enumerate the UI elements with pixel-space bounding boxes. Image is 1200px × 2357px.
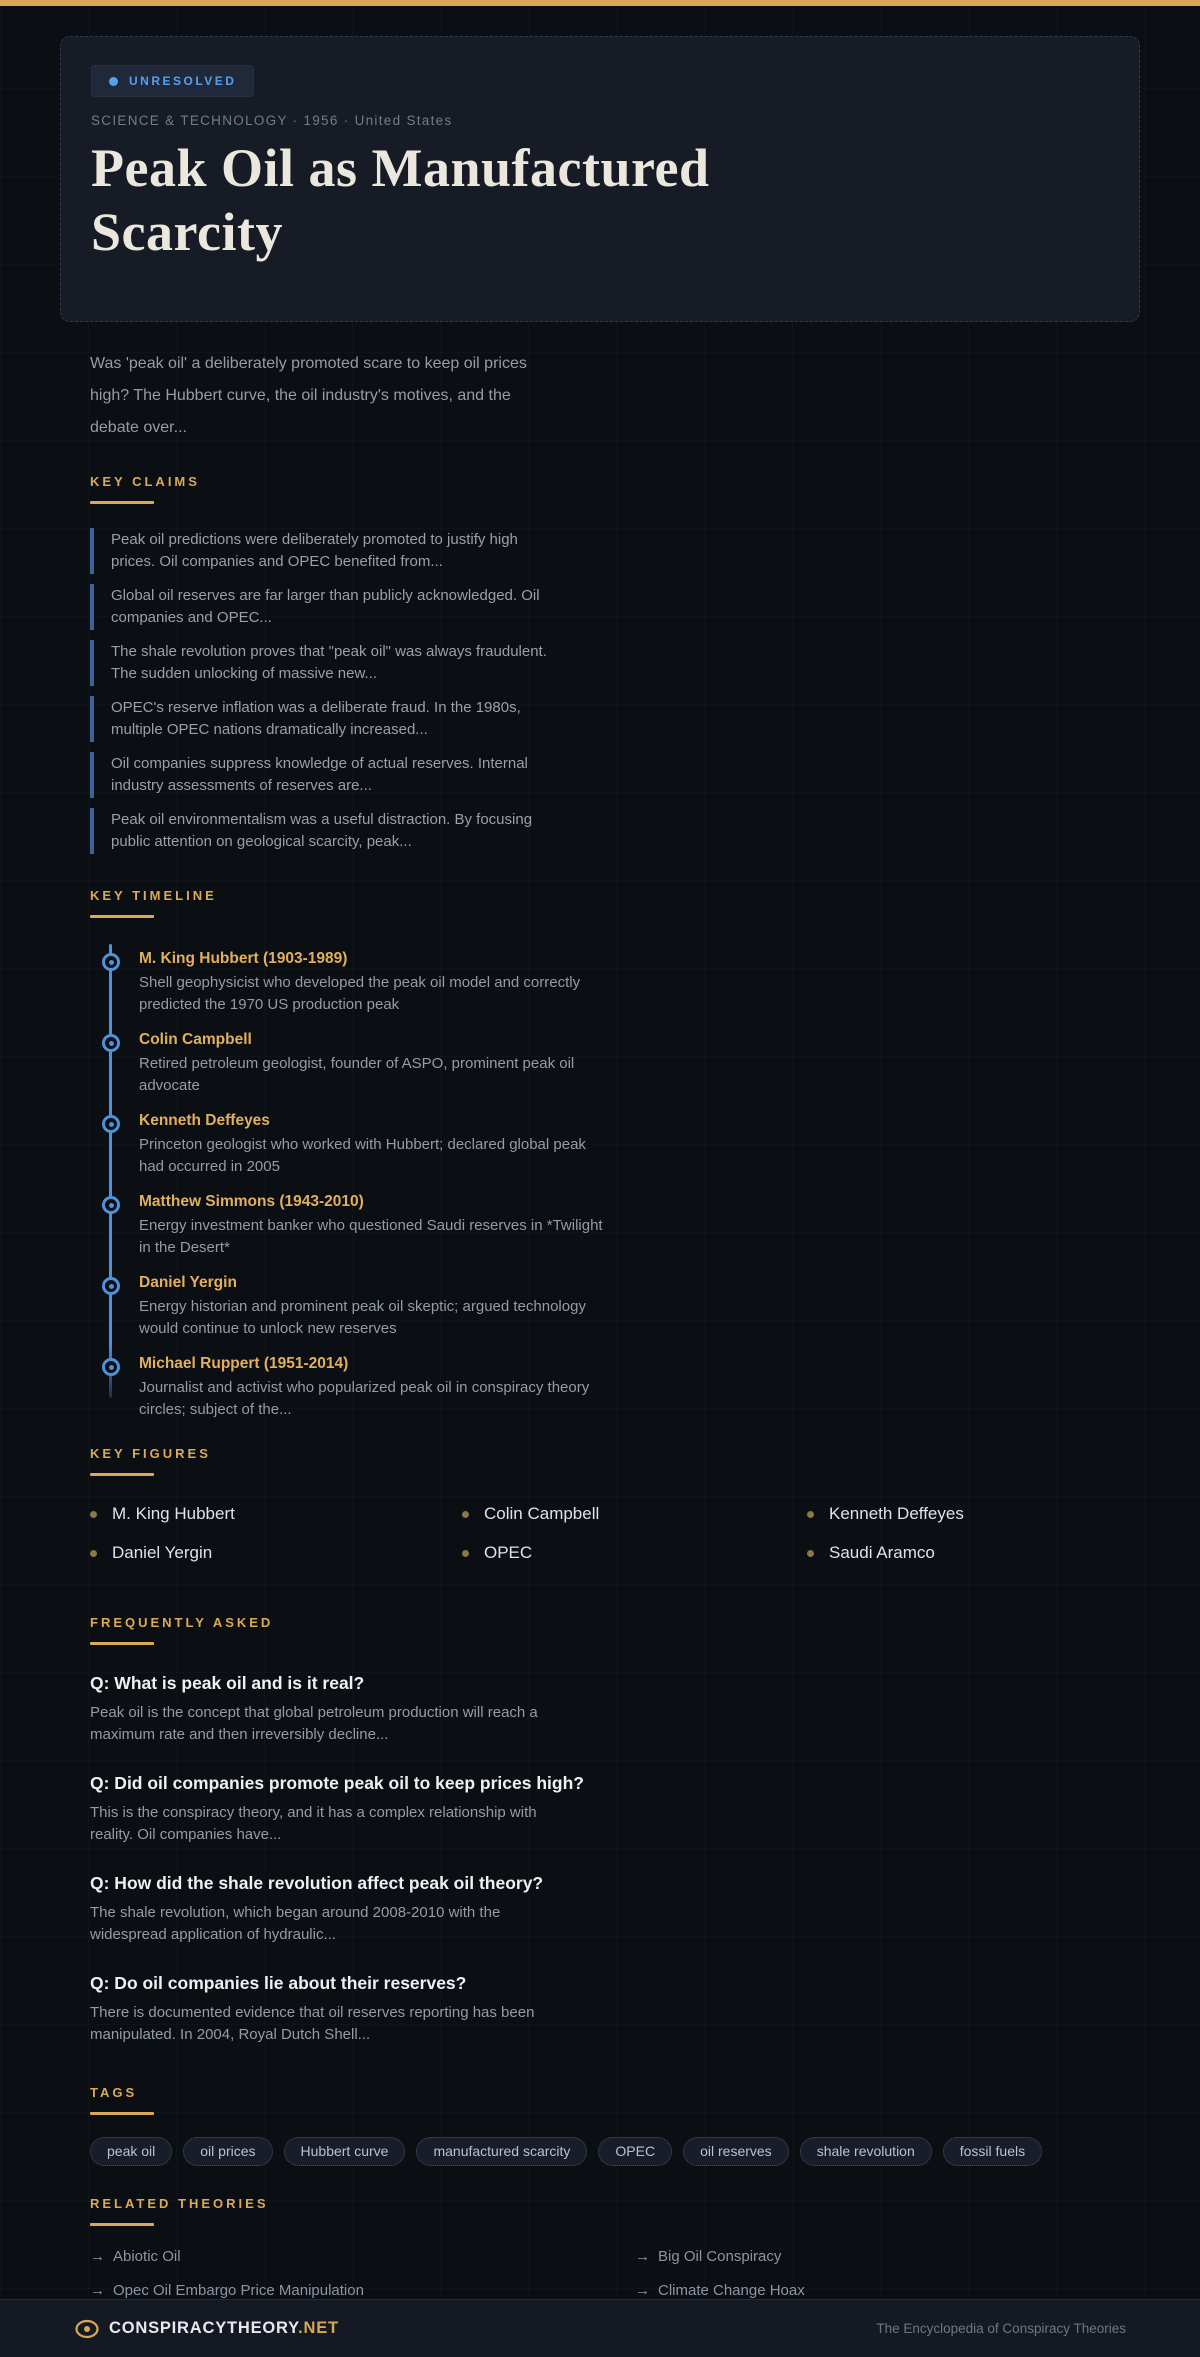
claim-item: Peak oil predictions were deliberately promoted to justify high prices. Oil companies and OPEC benefited from... (90, 528, 562, 574)
key-timeline-heading: KEY TIMELINE (90, 888, 217, 903)
timeline-marker-icon (102, 1034, 120, 1052)
section-key-figures (90, 1446, 1140, 1563)
heading-underline (90, 2112, 154, 2115)
heading-underline (90, 1473, 154, 1476)
related-theory-link[interactable] (635, 2248, 1140, 2265)
main-content (60, 6, 1140, 2299)
tag-chip[interactable]: peak oil (90, 2137, 172, 2166)
bullet-dot-icon (807, 1550, 814, 1557)
timeline-marker-icon (102, 1196, 120, 1214)
status-dot-icon (109, 77, 118, 86)
category-meta: SCIENCE & TECHNOLOGY · 1956 · United States (91, 113, 453, 128)
bullet-dot-icon (462, 1511, 469, 1518)
section-key-timeline (90, 888, 1140, 1420)
faq-question: Q: How did the shale revolution affect peak oil theory? (90, 1873, 544, 1893)
faq-answer: There is documented evidence that oil reserves reporting has been manipulated. In 2004, Royal Dutch Shell... (90, 2004, 535, 2043)
heading-underline (90, 1642, 154, 1645)
site-logo[interactable] (74, 2319, 339, 2339)
tags-heading: TAGS (90, 2085, 138, 2100)
timeline-person-name: Daniel Yergin (139, 1274, 237, 1291)
timeline-item (139, 1193, 1140, 1258)
arrow-right-icon: → (635, 2248, 650, 2265)
related-theory-name: Climate Change Hoax (658, 2282, 805, 2299)
timeline-person-desc: Energy historian and prominent peak oil skeptic; argued technology would continue to unlock new reserves (139, 1298, 586, 1337)
related-theory-name: Opec Oil Embargo Price Manipulation (113, 2282, 364, 2299)
timeline-person-desc: Journalist and activist who popularized peak oil in conspiracy theory circles; subject of the... (139, 1379, 590, 1418)
bullet-dot-icon (462, 1550, 469, 1557)
claim-item: The shale revolution proves that "peak oil" was always fraudulent. The sudden unlocking of massive new... (90, 640, 562, 686)
status-label: UNRESOLVED (129, 74, 237, 88)
figure-name: Saudi Aramco (829, 1543, 935, 1562)
heading-underline (90, 2223, 154, 2226)
related-theory-name: Abiotic Oil (113, 2248, 181, 2265)
timeline-item (139, 1274, 1140, 1339)
timeline-item (139, 1031, 1140, 1096)
status-badge (91, 65, 254, 97)
figure-name: Colin Campbell (484, 1504, 600, 1523)
faq-answer: Peak oil is the concept that global petroleum production will reach a maximum rate and then irreversibly decline... (90, 1704, 538, 1743)
timeline-line (109, 944, 112, 1398)
tag-chip[interactable]: Hubbert curve (284, 2137, 406, 2166)
hero-card (60, 36, 1140, 322)
faq-item (90, 1773, 1140, 1845)
faq-item (90, 1673, 1140, 1745)
section-key-claims (90, 474, 1140, 854)
theory-description: Was 'peak oil' a deliberately promoted scare to keep oil prices high? The Hubbert curve, the oil industry's motives, and the debate over... (90, 355, 527, 436)
tag-chip[interactable]: oil reserves (683, 2137, 789, 2166)
tag-chip[interactable]: oil prices (183, 2137, 272, 2166)
eye-logo-icon (74, 2319, 100, 2339)
timeline-marker-icon (102, 1115, 120, 1133)
bullet-dot-icon (90, 1550, 97, 1557)
timeline-person-name: Kenneth Deffeyes (139, 1112, 270, 1129)
bullet-dot-icon (807, 1511, 814, 1518)
timeline-person-desc: Energy investment banker who questioned Saudi reserves in *Twilight in the Desert* (139, 1217, 603, 1256)
claims-list (90, 528, 1140, 854)
brand-main: CONSPIRACYTHEORY (109, 2319, 299, 2337)
figure-item (462, 1504, 807, 1524)
brand-tld: .NET (298, 2319, 339, 2337)
timeline-item (139, 1112, 1140, 1177)
figure-name: Kenneth Deffeyes (829, 1504, 964, 1523)
figure-name: M. King Hubbert (112, 1504, 235, 1523)
section-related-theories (90, 2196, 1140, 2299)
related-theory-link[interactable] (90, 2248, 635, 2265)
figures-list (90, 1504, 1140, 1563)
arrow-right-icon: → (635, 2282, 650, 2299)
faq-item (90, 1873, 1140, 1945)
related-theory-link[interactable] (635, 2282, 1140, 2299)
faq-question: Q: What is peak oil and is it real? (90, 1673, 365, 1693)
arrow-right-icon: → (90, 2248, 105, 2265)
timeline-person-name: Michael Ruppert (1951-2014) (139, 1355, 349, 1372)
related-theory-name: Big Oil Conspiracy (658, 2248, 782, 2265)
timeline-item (139, 1355, 1140, 1420)
timeline-person-name: M. King Hubbert (1903-1989) (139, 950, 348, 967)
claim-item: Peak oil environmentalism was a useful distraction. By focusing public attention on geological scarcity, peak... (90, 808, 562, 854)
figure-item (462, 1543, 807, 1563)
arrow-right-icon: → (90, 2282, 105, 2299)
figure-name: Daniel Yergin (112, 1543, 213, 1562)
faq-answer: This is the conspiracy theory, and it has a complex relationship with reality. Oil companies have... (90, 1804, 537, 1843)
tags-list (90, 2137, 1050, 2166)
claim-item: Oil companies suppress knowledge of actual reserves. Internal industry assessments of reserves are... (90, 752, 562, 798)
tag-chip[interactable]: shale revolution (800, 2137, 932, 2166)
timeline-marker-icon (102, 953, 120, 971)
timeline-item (139, 950, 1140, 1015)
faq-question: Q: Do oil companies lie about their reserves? (90, 1973, 467, 1993)
related-theories-heading: RELATED THEORIES (90, 2196, 269, 2211)
section-tags (90, 2085, 1140, 2166)
key-claims-heading: KEY CLAIMS (90, 474, 200, 489)
timeline-person-desc: Princeton geologist who worked with Hubbert; declared global peak had occurred in 2005 (139, 1136, 586, 1175)
footer-inner (60, 2319, 1140, 2339)
faq-heading: FREQUENTLY ASKED (90, 1615, 274, 1630)
tag-chip[interactable]: OPEC (598, 2137, 672, 2166)
timeline-person-desc: Shell geophysicist who developed the peak oil model and correctly predicted the 1970 US production peak (139, 974, 581, 1013)
heading-underline (90, 915, 154, 918)
key-figures-heading: KEY FIGURES (90, 1446, 211, 1461)
page-title: Peak Oil as Manufactured Scarcity (91, 138, 710, 262)
tag-chip[interactable]: fossil fuels (943, 2137, 1042, 2166)
figure-item (90, 1504, 462, 1524)
brand-name (109, 2319, 339, 2338)
bullet-dot-icon (90, 1511, 97, 1518)
timeline-person-name: Matthew Simmons (1943-2010) (139, 1193, 364, 1210)
timeline-marker-icon (102, 1277, 120, 1295)
related-theory-link[interactable] (90, 2282, 635, 2299)
faq-answer: The shale revolution, which began around 2008-2010 with the widespread application of hydraulic... (90, 1904, 501, 1943)
timeline (90, 950, 1140, 1420)
footer-tagline: The Encyclopedia of Conspiracy Theories (876, 2321, 1126, 2336)
timeline-marker-icon (102, 1358, 120, 1376)
figure-item (90, 1543, 462, 1563)
faq-question: Q: Did oil companies promote peak oil to keep prices high? (90, 1773, 584, 1793)
heading-underline (90, 501, 154, 504)
figure-name: OPEC (484, 1543, 533, 1562)
timeline-person-desc: Retired petroleum geologist, founder of ASPO, prominent peak oil advocate (139, 1055, 575, 1094)
claim-item: OPEC's reserve inflation was a deliberate fraud. In the 1980s, multiple OPEC nations dramatically increased... (90, 696, 562, 742)
tag-chip[interactable]: manufactured scarcity (416, 2137, 587, 2166)
section-faq (90, 1615, 1140, 2045)
claim-item: Global oil reserves are far larger than publicly acknowledged. Oil companies and OPEC... (90, 584, 562, 630)
timeline-person-name: Colin Campbell (139, 1031, 252, 1048)
figure-item (807, 1543, 1140, 1563)
faq-item (90, 1973, 1140, 2045)
related-list (90, 2248, 1140, 2299)
figure-item (807, 1504, 1140, 1524)
footer (0, 2299, 1200, 2357)
